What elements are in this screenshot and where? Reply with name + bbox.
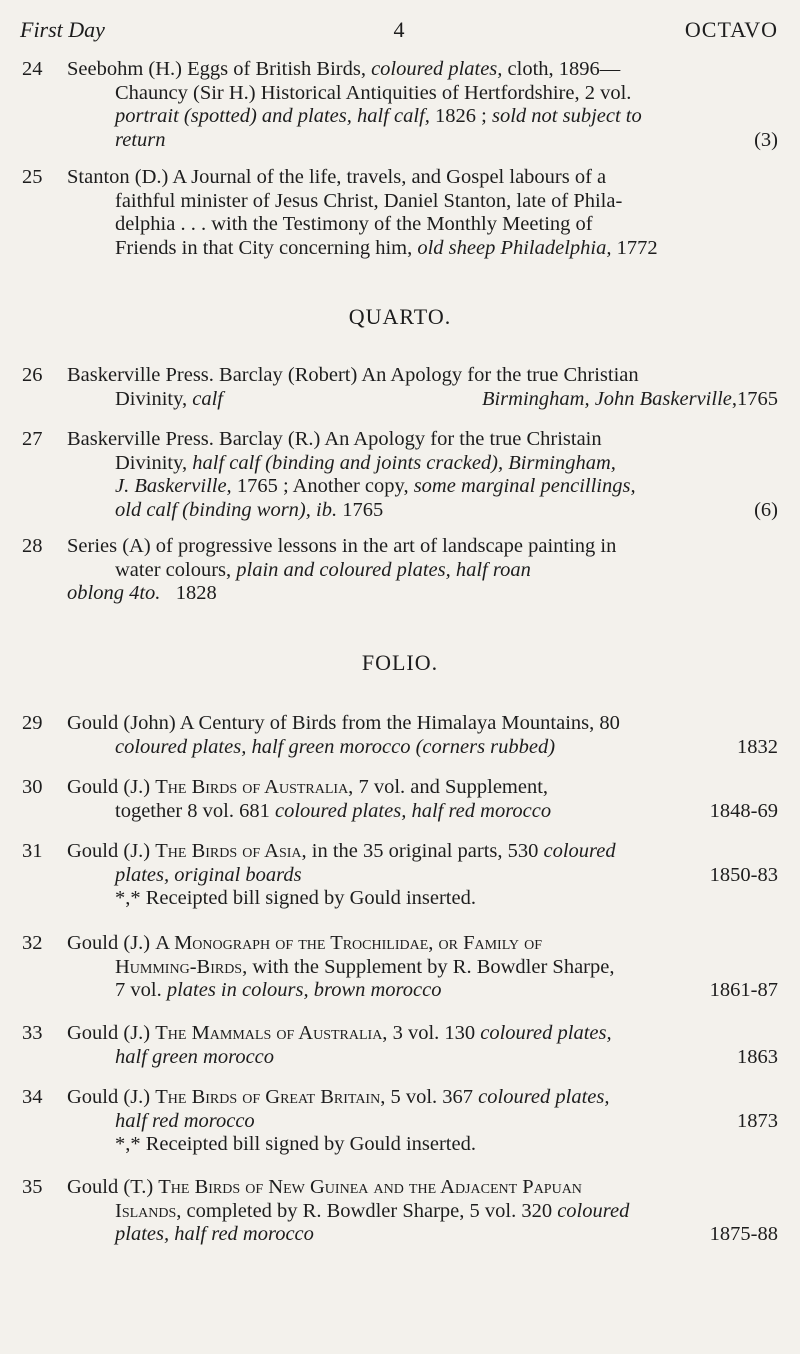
lot-line: Chauncy (Sir H.) Historical Antiquities of Hertfordshire, 2 vol. (115, 81, 632, 104)
lot-number: 30 (22, 776, 43, 798)
section-heading-quarto: QUARTO. (348, 304, 452, 329)
lot-line: Friends in that City concerning him, old sheep Philadelphia, 1772 (115, 236, 658, 259)
lot-entry (22, 535, 778, 606)
lot-number: 31 (22, 840, 43, 862)
lot-number: 26 (22, 364, 43, 386)
lot-line: 7 vol. plates in colours, brown morocco 1861-87 (115, 979, 778, 1002)
lot-line: delphia . . . with the Testimony of the Monthly Meeting of (115, 213, 593, 236)
lot-entry (22, 166, 778, 260)
lot-entry (22, 428, 778, 522)
lot-entry (22, 776, 778, 823)
lot-note: *,* Receipted bill signed by Gould inserted. (115, 1133, 476, 1156)
lot-entry (22, 1176, 778, 1247)
section-heading-folio: FOLIO. (361, 650, 439, 675)
lot-line: plates, original boards 1850-83 (115, 863, 778, 886)
lot-number: 27 (22, 428, 43, 450)
lot-line: faithful minister of Jesus Christ, Daniel Stanton, late of Phila- (115, 189, 623, 212)
lot-entry (22, 932, 778, 1003)
lot-line: old calf (binding worn), ib. 1765 (6) (115, 498, 778, 521)
lot-entry (22, 364, 778, 411)
lot-entry (22, 58, 778, 152)
lot-number: 28 (22, 535, 43, 557)
lot-line: Islands, completed by R. Bowdler Sharpe, 5 vol. 320 coloured (115, 1199, 630, 1222)
lot-number: 25 (22, 166, 43, 188)
page-header (20, 10, 778, 50)
lot-line: Gould (J.) The Birds of Asia, in the 35 original parts, 530 coloured (67, 840, 616, 862)
lot-line: portrait (spotted) and plates, half calf, 1826 ; sold not subject to (115, 105, 642, 128)
header-format: OCTAVO (684, 17, 778, 42)
lot-number: 34 (22, 1086, 43, 1108)
lot-number: 29 (22, 712, 43, 734)
lot-line: Baskerville Press. Barclay (R.) An Apology for the true Christain (67, 428, 602, 450)
lot-entry (22, 712, 778, 759)
lot-line: half green morocco 1863 (115, 1045, 778, 1068)
lot-line: Gould (J.) The Mammals of Australia, 3 vol. 130 coloured plates, (67, 1022, 612, 1044)
lot-entry (22, 840, 778, 911)
lot-line: coloured plates, half green morocco (corners rubbed) 1832 (115, 735, 778, 758)
lot-number: 32 (22, 932, 43, 954)
lot-line: Stanton (D.) A Journal of the life, travels, and Gospel labours of a (67, 166, 607, 188)
lot-line: water colours, plain and coloured plates, half roan (115, 558, 531, 581)
lot-entry (22, 1086, 778, 1157)
lot-line: Humming-Birds, with the Supplement by R. Bowdler Sharpe, (115, 955, 615, 978)
lot-line: Baskerville Press. Barclay (Robert) An Apology for the true Christian (67, 364, 639, 386)
lot-line: Seebohm (H.) Eggs of British Birds, coloured plates, cloth, 1896— (67, 58, 621, 80)
lot-line: half red morocco 1873 (115, 1109, 778, 1132)
lot-number: 33 (22, 1022, 43, 1044)
lot-line: plates, half red morocco 1875-88 (115, 1223, 778, 1246)
lot-line: Divinity, half calf (binding and joints cracked), Birmingham, (115, 451, 616, 474)
page-number: 4 (393, 17, 405, 42)
lot-line: Series (A) of progressive lessons in the art of landscape painting in (67, 535, 617, 557)
lot-line: Divinity, calf Birmingham, John Baskerville,1765 (115, 387, 778, 410)
lot-note: *,* Receipted bill signed by Gould inserted. (115, 887, 476, 910)
lot-line: Gould (John) A Century of Birds from the Himalaya Mountains, 80 (67, 712, 620, 734)
lot-line: Gould (J.) A Monograph of the Trochilidae, or Family of (67, 932, 542, 954)
lot-line: oblong 4to. 1828 (67, 582, 217, 605)
lot-line: Gould (T.) The Birds of New Guinea and the Adjacent Papuan (67, 1176, 582, 1198)
lot-line: together 8 vol. 681 coloured plates, half red morocco 1848-69 (115, 799, 778, 822)
lot-line: Gould (J.) The Birds of Great Britain, 5 vol. 367 coloured plates, (67, 1086, 610, 1108)
lot-line: Gould (J.) The Birds of Australia, 7 vol. and Supplement, (67, 776, 549, 798)
lot-entry (22, 1022, 778, 1069)
header-day: First Day (20, 17, 105, 42)
lot-line: return (3) (115, 128, 778, 151)
lot-number: 24 (22, 58, 43, 80)
lot-number: 35 (22, 1176, 43, 1198)
lot-line: J. Baskerville, 1765 ; Another copy, some marginal pencillings, (115, 475, 636, 498)
